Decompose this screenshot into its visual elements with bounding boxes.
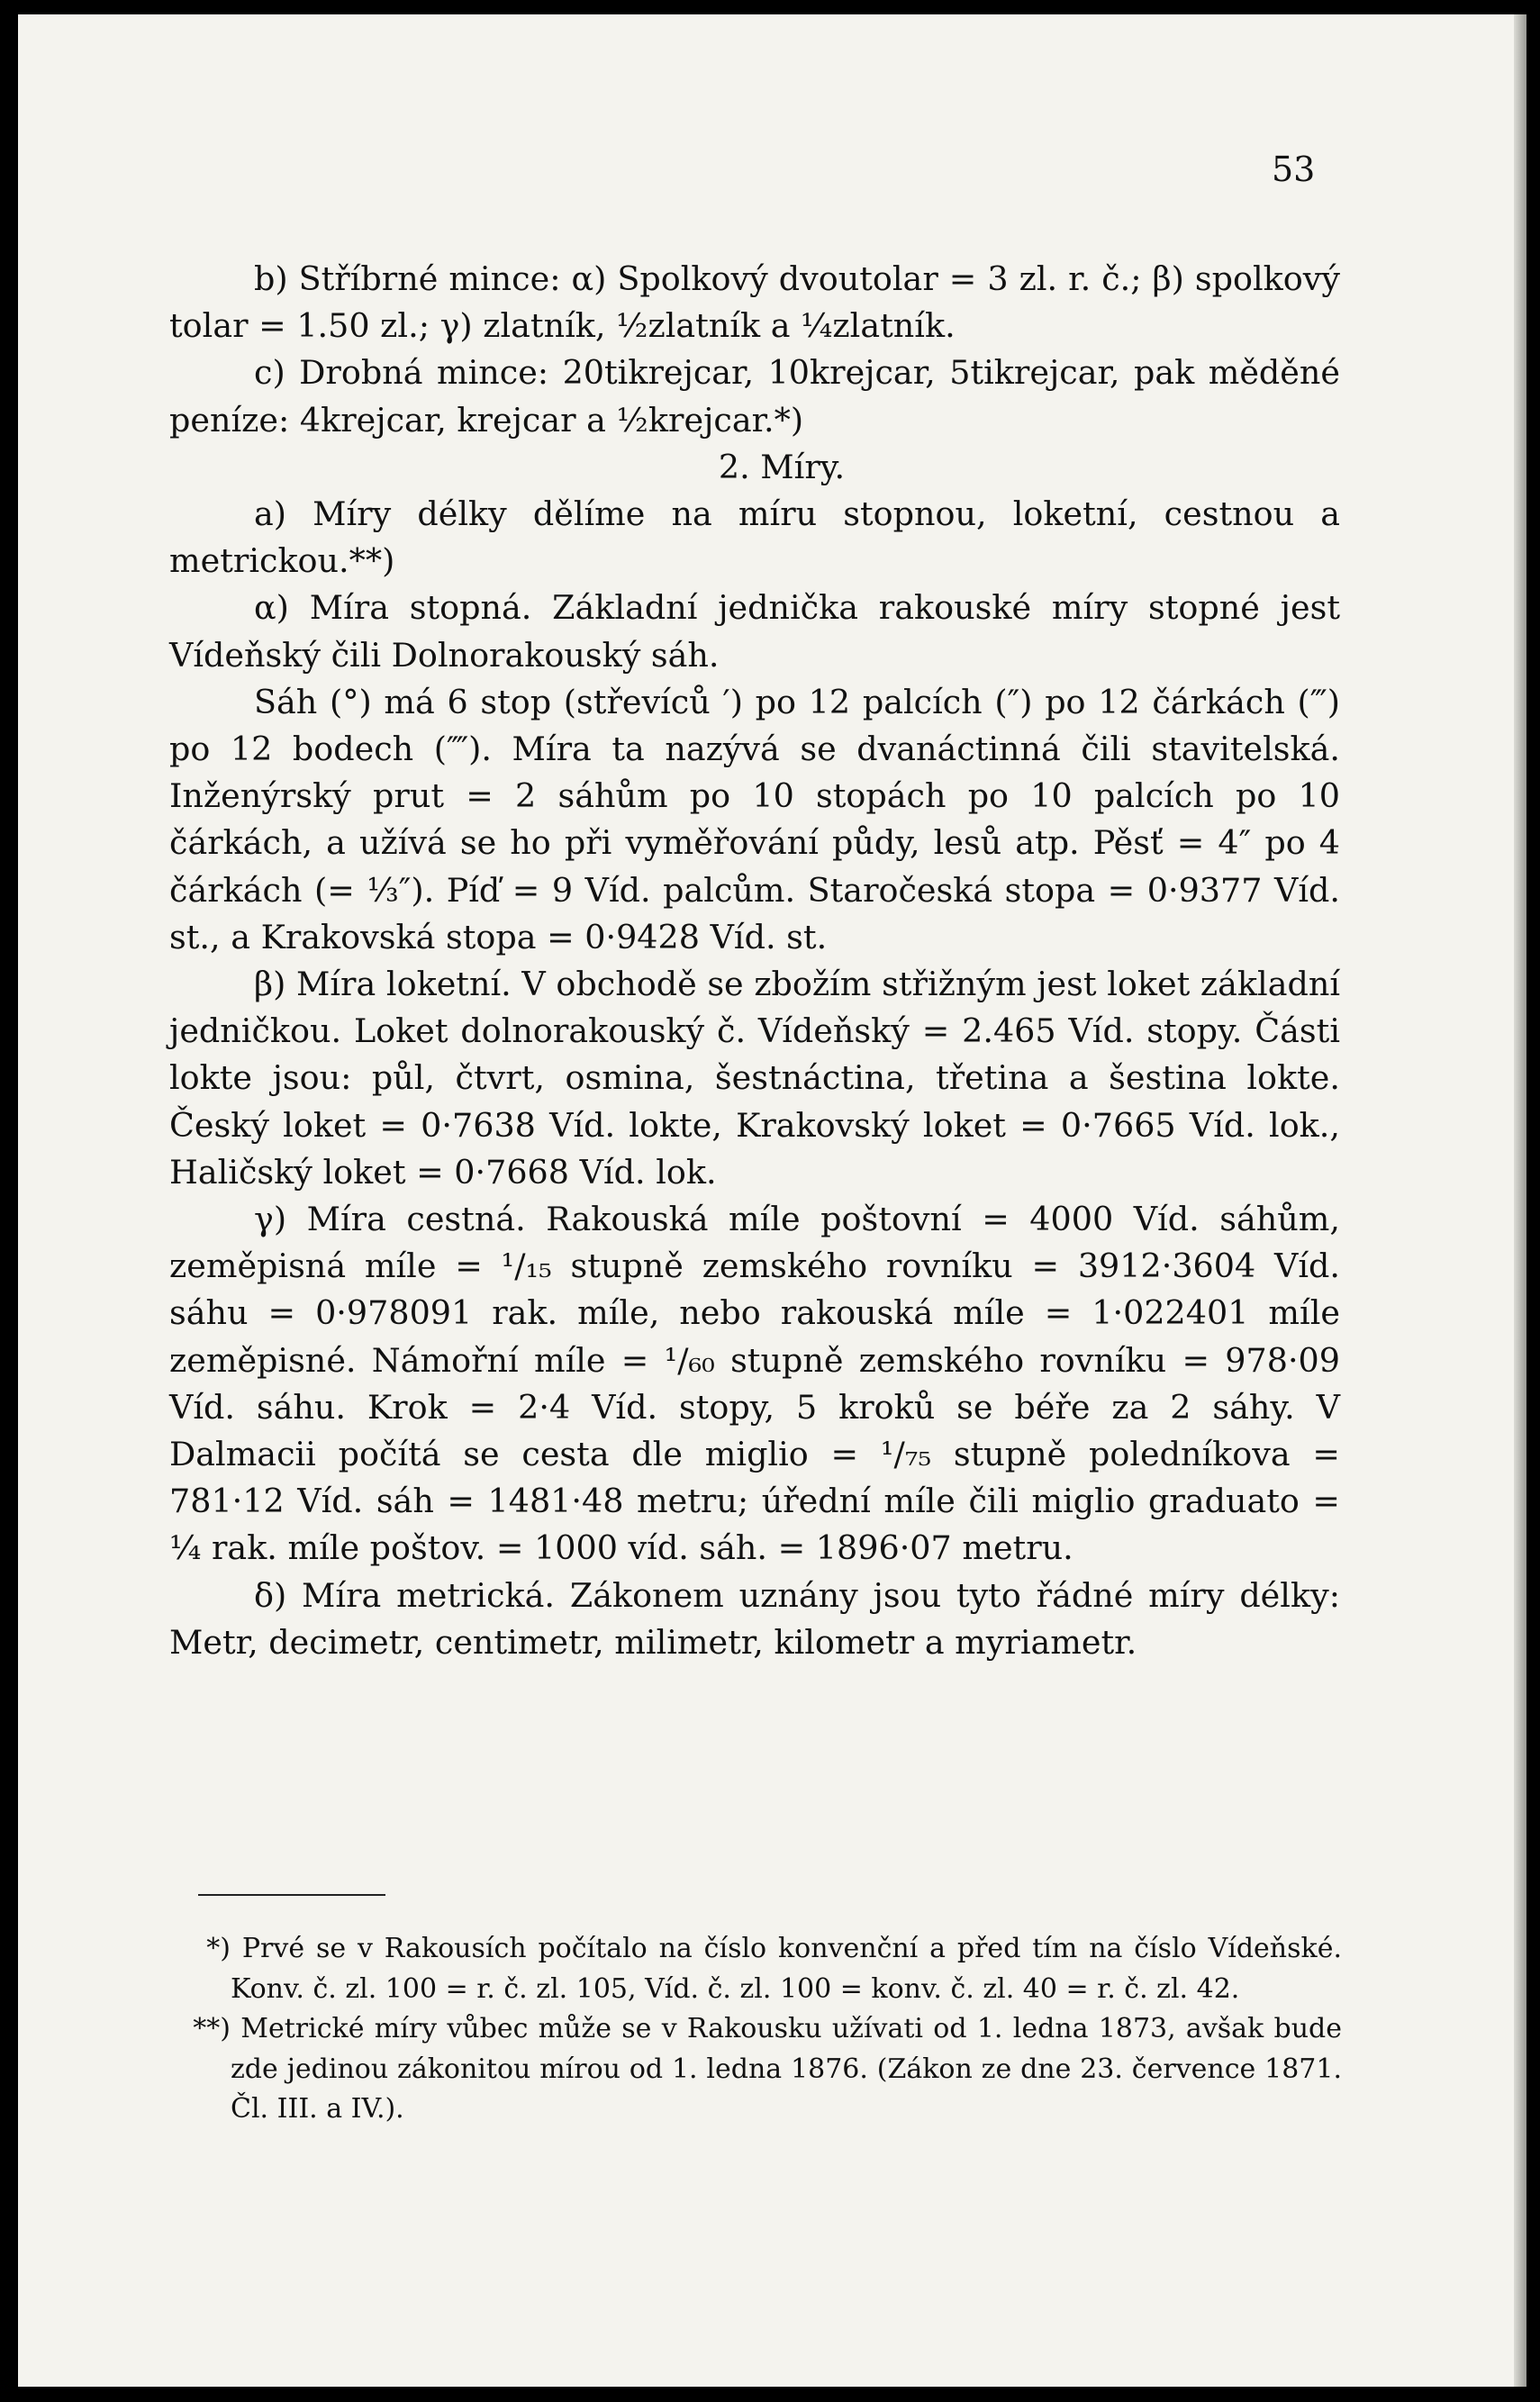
paragraph-fathom: Sáh (°) má 6 stop (střevíců ′) po 12 palcích (″) po 12 čárkách (‴) po 12 bodech (⁗). Míra ta nazývá se dvanáctinná čili stavitelská. Inženýrský prut = 2 sáhům po 10 stopách po 10 palcích po 10 čárkách, a užívá se ho při vyměřování půdy, lesů atp. Pěsť = 4″ po 4 čárkách (= ⅓″). Píď = 9 Víd. palcům. Staročeská stopa = 0·9377 Víd. st., a Krakovská stopa = 0·9428 Víd. st.	[169, 682, 1340, 956]
footnote	[206, 1929, 1342, 2009]
paragraph-small-coins: c) Drobná mince: 20tikrejcar, 10krejcar, 5tikrejcar, pak měděné peníze: 4krejcar, krejcar a ½krejcar.*)	[169, 353, 1340, 440]
footnote-text: Prvé se v Rakousích počítalo na číslo konvenční a před tím na číslo Vídeňské. Konv. č. zl. 100 = r. č. zl. 105, Víd. č. zl. 100 = konv. č. zl. 40 = r. č. zl. 42.	[231, 1933, 1342, 2005]
footnote-divider	[198, 1894, 385, 1896]
body-text	[169, 256, 1340, 1666]
section-heading: 2. Míry.	[718, 447, 846, 486]
paragraph-metric-measure: δ) Míra metrická. Zákonem uznány jsou tyto řádné míry délky: Metr, decimetr, centimetr, milimetr, kilometr a myriametr.	[169, 1575, 1340, 1662]
footnote-text: Metrické míry vůbec může se v Rakousku užívati od 1. ledna 1873, avšak bude zde jedinou zákonitou mírou od 1. ledna 1876. (Zákon ze dne 23. července 1871. Čl. III. a IV.).	[231, 2013, 1342, 2125]
paragraph-silver-coins: b) Stříbrné mince: α) Spolkový dvoutolar = 3 zl. r. č.; β) spolkový tolar = 1.50 zl.; γ) zlatník, ½zlatník a ¼zlatník.	[169, 259, 1340, 346]
paragraph-foot-measure: α) Míra stopná. Základní jednička rakouské míry stopné jest Vídeňský čili Dolnorakouský sáh.	[169, 588, 1340, 675]
footnote	[193, 2009, 1342, 2130]
paragraph-road-measure: γ) Míra cestná. Rakouská míle poštovní = 4000 Víd. sáhům, zeměpisná míle = ¹/₁₅ stupně zemského rovníku = 3912·3604 Víd. sáhu = 0·978091 rak. míle, nebo rakouská míle = 1·022401 míle zeměpisné. Námořní míle = ¹/₆₀ stupně zemského rovníku = 978·09 Víd. sáhu. Krok = 2·4 Víd. stopy, 5 kroků se béře za 2 sáhy. V Dalmacii počítá se cesta dle miglio = ¹/₇₅ stupně poledníkova = 781·12 Víd. sáh = 1481·48 metru; úřední míle čili miglio graduato = ¼ rak. míle poštov. = 1000 víd. sáh. = 1896·07 metru.	[169, 1200, 1340, 1568]
footnotes	[193, 1929, 1342, 2130]
footnote-mark: **)	[193, 2013, 231, 2044]
book-page	[18, 14, 1526, 2387]
page-number: 53	[1272, 150, 1316, 189]
footnote-mark: *)	[206, 1933, 231, 1964]
scan-edge	[1514, 14, 1526, 2387]
paragraph-ell-measure: β) Míra loketní. V obchodě se zbožím střižným jest loket základní jedničkou. Loket dolnorakouský č. Vídeňský = 2.465 Víd. stopy. Části lokte jsou: půl, čtvrt, osmina, šestnáctina, třetina a šestina lokte. Český loket = 0·7638 Víd. lokte, Krakovský loket = 0·7665 Víd. lok., Haličský loket = 0·7668 Víd. lok.	[169, 965, 1340, 1192]
paragraph-length-measures: a) Míry délky dělíme na míru stopnou, loketní, cestnou a metrickou.**)	[169, 494, 1340, 581]
